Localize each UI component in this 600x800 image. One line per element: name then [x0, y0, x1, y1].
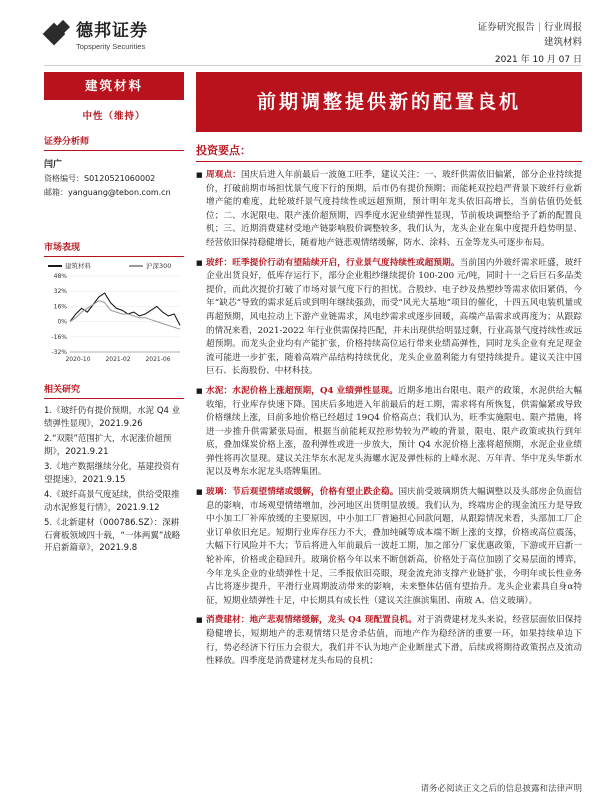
- y-tick-label: 48%: [53, 273, 67, 280]
- legend-series-2: 沪深300: [146, 262, 172, 270]
- point-item-weekly-view: [196, 169, 582, 251]
- point-text: 国庆前受玻璃期货大幅调整以及头部房企负面信息的影响，市场观望情绪增加，沙河地区出货明显放缓。我们认为，终端房企的现金流压力是导致中小加工厂补库放缓的主要原因，中小加工厂普遍担心回款问题，从跟踪情况来看，头部加工厂企业订单依旧充足。短期行业库存压力不大，叠加纯碱等成本端不断上涨的支撑，价格或高位震荡，大幅下行风险并不大；节后将进入年前最后一波赶工期，加之部分厂家优惠政策，下游或开启新一轮补库，价格或企稳回升。玻璃价格今年以来不断创新高，价格处于高位加剧了交易层面的博弈，今年龙头企业的业绩弹性十足，三季报依旧亮眼，现金流充沛支撑产业链扩张，今明年或长性业务占比将逐步提升，平滑行业周期波动带来的影响，未来整体估值有望抬升。龙头企业素具自身α特征，短期业绩弹性十足，中长期具有成长性（建议关注旗滨集团、南玻 A、信义玻璃）。: [206, 487, 582, 606]
- related-research-list: [44, 405, 184, 555]
- industry-label: 建筑材料: [44, 72, 184, 100]
- point-item-cement: [196, 385, 582, 480]
- point-lead: 周观点：: [206, 170, 241, 180]
- report-header: [0, 0, 600, 70]
- point-text: 当前国内外玻纤需求旺盛，玻纤企业出货良好，低库存运行下，部分企业粗纱继续提价 100-200 元/吨，同时十一之后巨石多品类提价，而此次提价打破了市场对景气度下行的担忧。合股纱、电子纱及热塑纱等需求依旧紧俏，今年“缺芯”导致的需求延后或到明年继续强劲，而受“风光大基地”项目的催化，十四五风电装机量或再超预期，风电拉动上下游产业链需求，风电纱需求或逐步回暖，高端产品需求或再度为；从跟踪的情况来看，2021-2022 年行业供需保持匹配，并未出现供给明显过剩，行业高景气度持续性或远超预期。而龙头企业均有产能扩张，价格持续高位运行带来业绩高弹性，同时龙头企业有充足现金流可能进一步扩张，随着高端产品结构持续优化，龙头企业盈利能力有望持续提升。建议关注中国巨石、长海股份、中材科技。: [206, 257, 582, 377]
- y-tick-label: -32%: [51, 349, 67, 356]
- cert-label: 资格编号：: [44, 174, 84, 183]
- y-tick-label: 16%: [53, 303, 67, 311]
- series-line-2: [70, 301, 180, 330]
- logo-name-cn: 德邦证券: [76, 21, 148, 41]
- logo-mark-icon: [44, 21, 70, 47]
- point-text: 国庆后进入年前最后一波施工旺季，建议关注：一、玻纤供需依旧偏紧，部分企业持续提价，打破前期市场担忧景气度下行的预期，后市仍有提价预期；而能耗双控趋严背景下玻纤行业新增产能的难度，此轮玻纤景气度持续性或远超预期，预计明年龙头依旧高增长，当前估值仍处低位；二、水泥限电、限产涨价超预期，四季度水泥业绩弹性显现，节前板块调整给予了新的配置良机；三、近期消费建材受地产链影响股价调整较多，我们认为，龙头企业在集中度提升趋势明显、经营依旧保持稳健增长，随着地产链悲观情绪缓解，防水、涂料、五金等龙头可逐步布局。: [206, 170, 582, 248]
- report-date: 2021 年 10 月 07 日: [494, 55, 582, 65]
- analyst-name: 闫广: [44, 160, 63, 170]
- email-label: 邮箱：: [44, 188, 68, 197]
- x-tick-label: 2021-06: [145, 356, 171, 363]
- sidebar: [44, 72, 184, 800]
- x-tick-label: 2020-10: [65, 356, 91, 363]
- related-research-title: 相关研究: [44, 382, 184, 399]
- report-category: 行业周报: [543, 22, 582, 33]
- y-tick-label: -16%: [51, 333, 67, 341]
- point-lead: 玻璃：节后观望情绪或缓解，价格有望止跌企稳。: [206, 487, 399, 498]
- point-lead: 消费建材：地产悲观情绪缓解，龙头 Q4 现配置良机。: [206, 615, 417, 626]
- email-address[interactable]: yanguang@tebon.com.cn: [68, 188, 171, 197]
- related-item[interactable]: 1.《玻纤仍有提价预期，水泥 Q4 业绩弹性显现》，2021.9.26: [44, 406, 181, 429]
- analyst-cert: [44, 173, 184, 184]
- related-item[interactable]: 3.《地产数据继续分化，基建投资有望提速》，2021.9.15: [44, 462, 180, 485]
- market-trend-chart: [44, 272, 184, 364]
- cert-number: S0120521060002: [84, 174, 156, 183]
- point-lead: 水泥：水泥价格上涨超预期，Q4 业绩弹性显现。: [206, 385, 399, 396]
- footer-disclaimer: 请务必阅读正文之后的信息披露和法律声明: [420, 784, 582, 794]
- main-content: [196, 72, 582, 675]
- point-text: 近期多地出台限电、限产的政策，水泥供给大幅收缩，行业库存快速下降。国庆后多地进入年前最后的赶工期，需求将有所恢复，供需偏紧或导致价格继续上涨，目前多地价格已经超过 19Q4 价格高点；我们认为，旺季实施限电、限产措施，将进一步推升供需紧张局面，根据当前能耗双控形势较为严峻的背景，限电、限产政策或执行到年底，叠加煤炭价格上涨，盈利弹性或进一步放大，预计 Q4 水泥价格上涨将超预期，水泥企业业绩弹性将再次显现。建议关注华东水泥龙头海螺水泥及弹性标的上峰水泥、万年青、华中龙头华新水泥以及粤东水泥龙头塔牌集团。: [206, 385, 582, 478]
- related-item[interactable]: 4.《玻纤高景气度延续，供给受限推动水泥修复行情》，2021.9.12: [44, 490, 180, 513]
- point-item-glass: [196, 486, 582, 608]
- point-lead: 玻纤：旺季提价行动有望陆续开启，行业景气度持续性或超预期。: [206, 257, 460, 268]
- header-divider: [44, 65, 582, 66]
- report-type: 证券研究报告: [477, 22, 535, 33]
- analyst-section-title: 证券分析师: [44, 134, 184, 151]
- logo-name-en: Topsperity Securities: [76, 42, 146, 51]
- y-tick-label: 0%: [57, 318, 67, 326]
- market-trend-title: 市场表现: [44, 240, 184, 257]
- report-title: 前期调整提供新的配置良机: [196, 72, 582, 132]
- analyst-email: [44, 187, 184, 198]
- report-meta: [478, 20, 582, 50]
- point-item-glass-fiber: [196, 257, 582, 379]
- legend-swatch-series-1: [48, 265, 62, 267]
- report-industry: 建筑材料: [543, 37, 582, 48]
- point-item-consumer-materials: [196, 614, 582, 668]
- company-logo: [44, 16, 148, 51]
- x-tick-label: 2021-02: [105, 356, 131, 363]
- y-tick-label: 32%: [53, 288, 67, 296]
- related-item[interactable]: 5.《北新建材（000786.SZ）：深耕石膏板领域四十载，“一体两翼”战略开启新篇章》，2021.9.8: [44, 518, 181, 553]
- meta-separator: |: [537, 22, 541, 33]
- chart-legend: [44, 261, 184, 270]
- legend-swatch-series-2: [129, 265, 143, 267]
- point-text: 对于消费建材龙头来说，经营层面依旧保持稳健增长，短期地产的悲观情绪只是舍杀估值，而地产作为稳经济的重要一环，如果持续单边下行，势必经济下行压力会很大，我们并不认为地产企业断崖式下滑，后续或将期待政策拐点及流动性释放。四季度是消费建材龙头布局的良机；: [206, 615, 582, 667]
- investment-points-title: 投资要点：: [196, 142, 582, 162]
- related-item[interactable]: 2.“双限”范围扩大，水泥涨价超预期》，2021.9.21: [44, 434, 172, 457]
- investment-points-list: [196, 169, 582, 669]
- legend-series-1: 建筑材料: [65, 262, 91, 270]
- rating: 中性（维持）: [82, 111, 146, 122]
